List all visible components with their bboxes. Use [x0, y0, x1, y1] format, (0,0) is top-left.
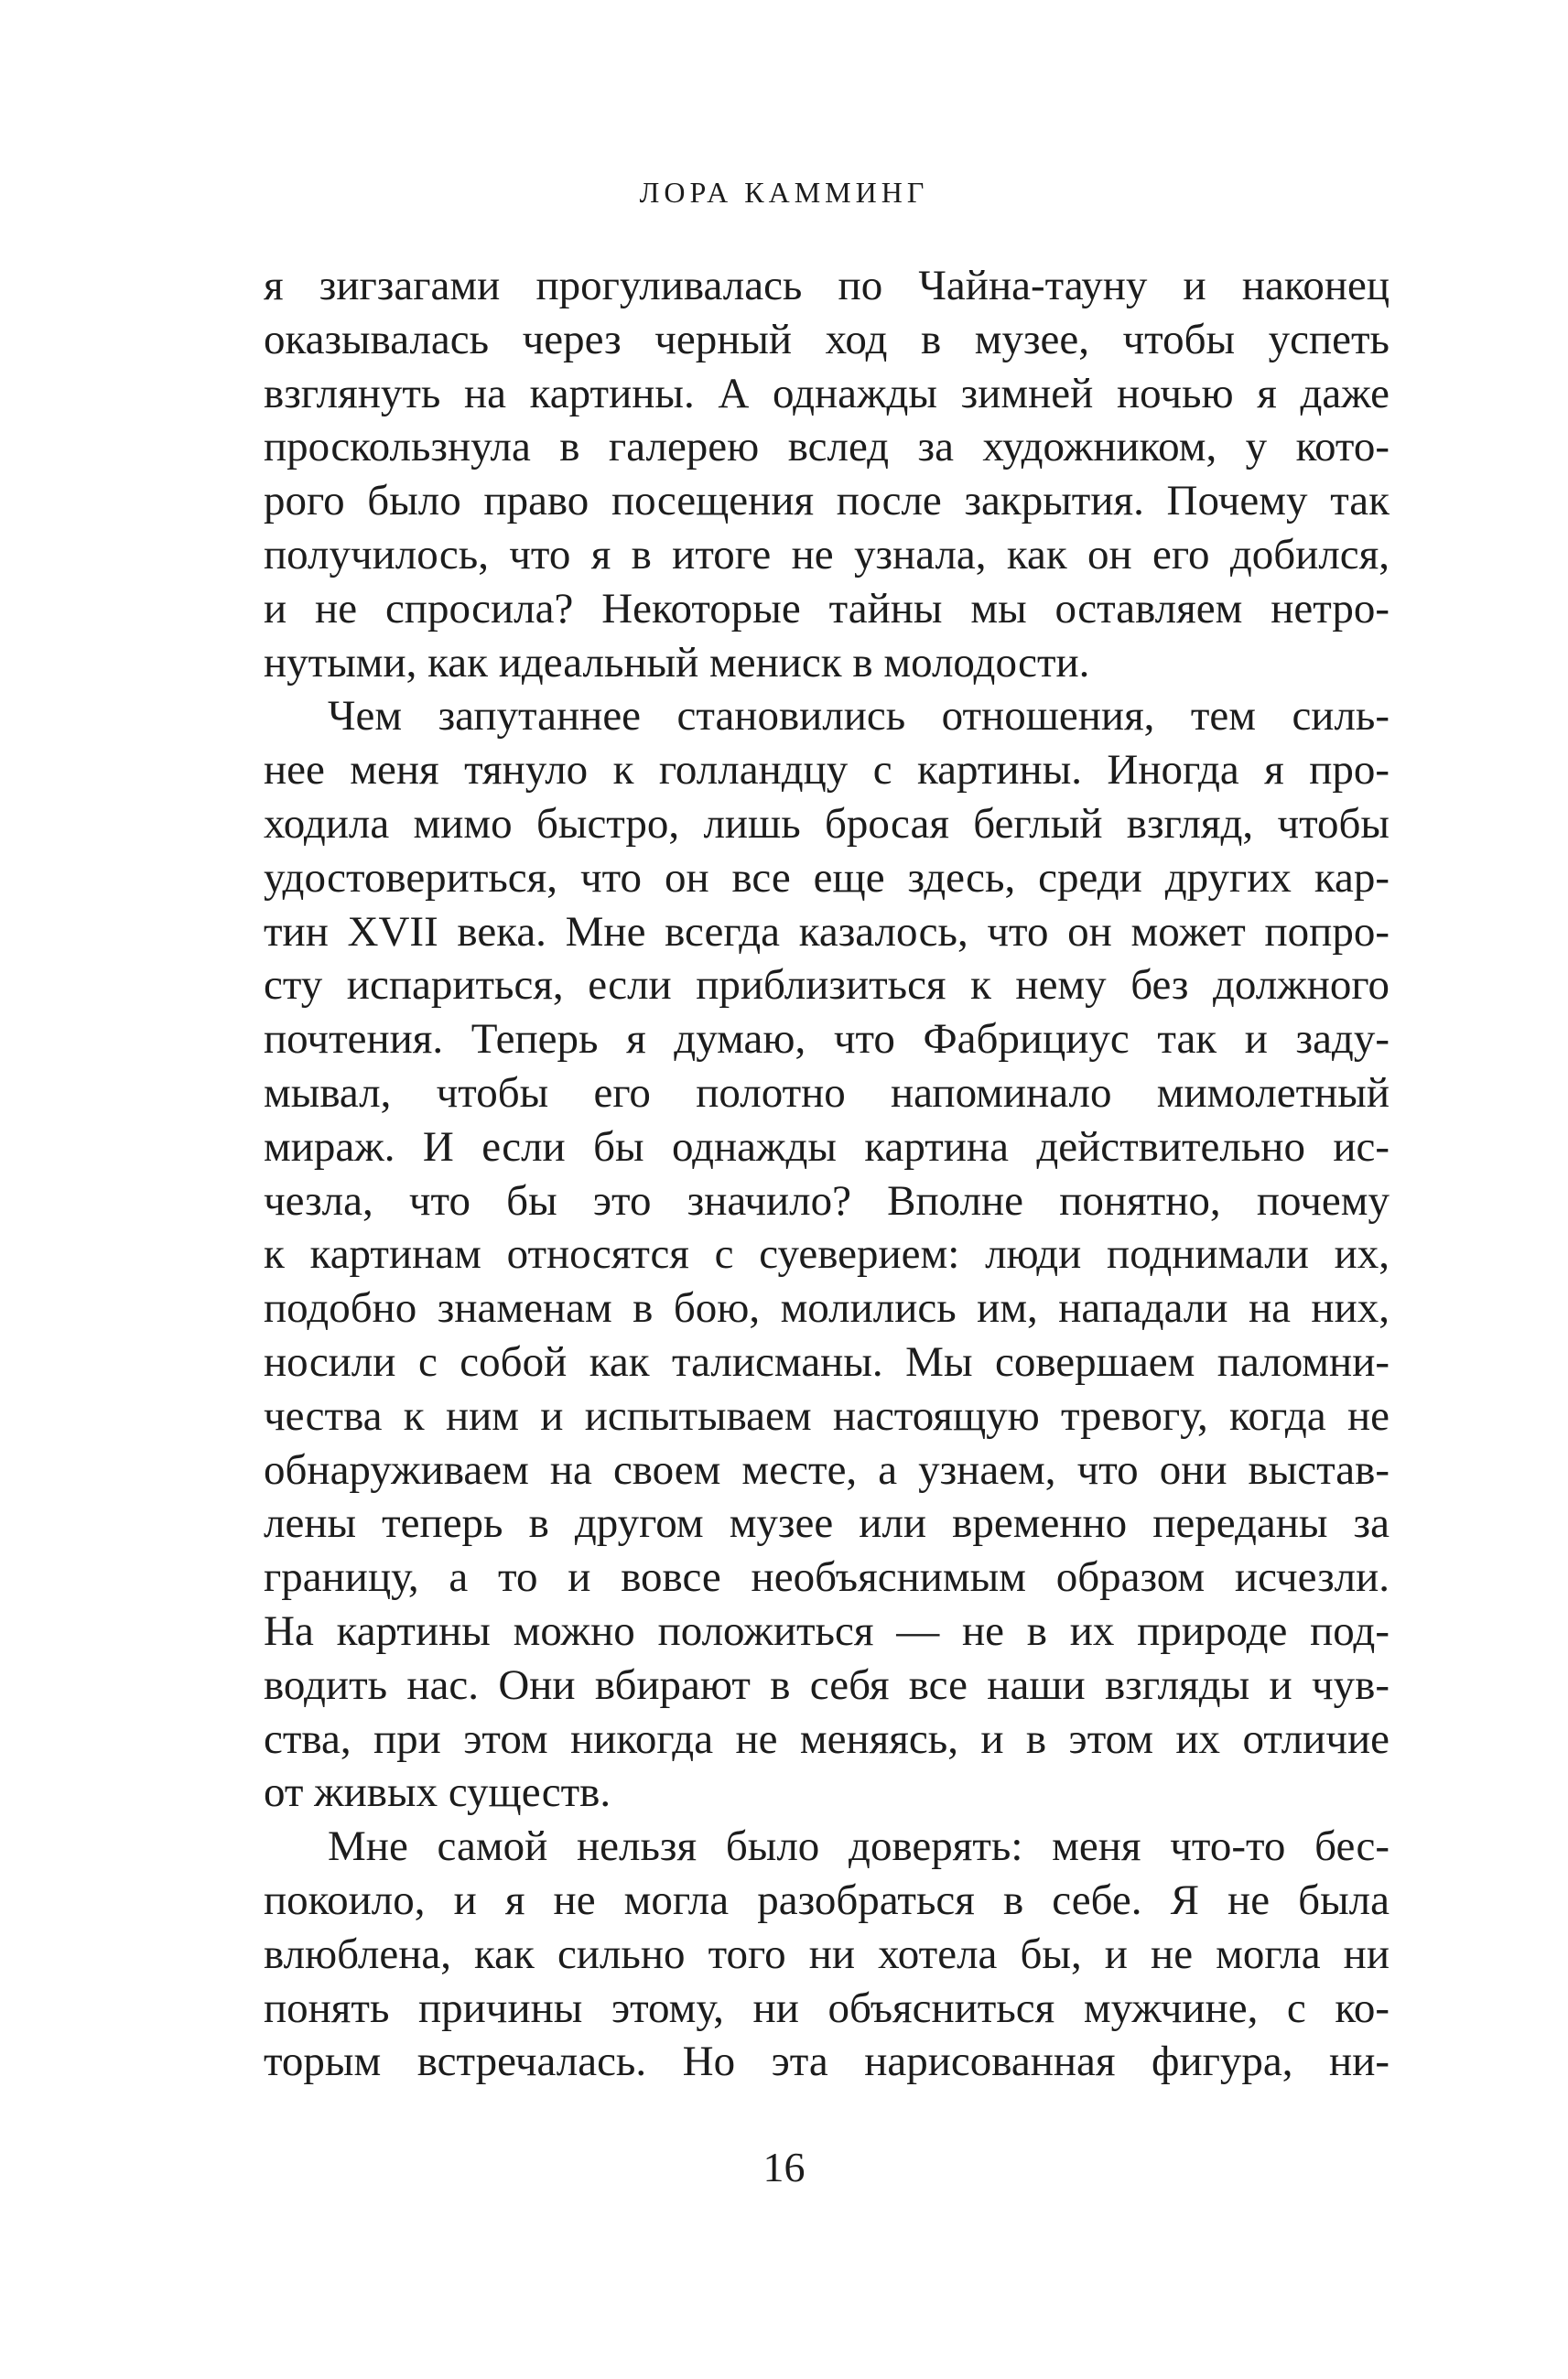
text-line: тин XVII века. Мне всегда казалось, что он может попро-	[264, 907, 1390, 956]
text-line: я зигзагами прогуливалась по Чайна-тауну и наконец	[264, 262, 1390, 309]
text-line: влюблена, как сильно того ни хотела бы, и не могла ни	[264, 1930, 1390, 1978]
text-line: обнаруживаем на своем месте, а узнаем, что они выстав-	[264, 1445, 1390, 1494]
text-line: проскользнула в галерею вслед за художником, у кото-	[264, 423, 1390, 471]
text-line: сту испариться, если приблизиться к нему без должного	[264, 961, 1390, 1010]
text-line: понять причины этому, ни объясниться мужчине, с ко-	[264, 1984, 1390, 2032]
text-line: и не спросила? Некоторые тайны мы оставляем нетро-	[264, 584, 1390, 633]
text-line: мывал, чтобы его полотно напоминало мимолетный	[264, 1068, 1390, 1117]
text-line: На картины можно положиться — не в их природе под-	[264, 1606, 1390, 1655]
text-line: носили с собой как талисманы. Мы совершаем паломни-	[264, 1337, 1390, 1386]
text-line: торым встречалась. Но эта нарисованная фигура, ни-	[264, 2038, 1390, 2086]
text-line: Мне самой нельзя было доверять: меня что-то бес-	[328, 1822, 1390, 1871]
text-line: чества к ним и испытываем настоящую тревогу, когда не	[264, 1391, 1390, 1440]
running-head-author: ЛОРА КАММИНГ	[639, 176, 929, 209]
text-line: лены теперь в другом музее или временно переданы за	[264, 1499, 1390, 1548]
text-line: нее меня тянуло к голландцу с картины. Иногда я про-	[264, 746, 1390, 795]
page-number: 16	[762, 2144, 806, 2190]
text-line: почтения. Теперь я думаю, что Фабрициус так и заду-	[264, 1015, 1390, 1064]
text-line: взглянуть на картины. А однажды зимней ночью я даже	[264, 369, 1390, 417]
text-line: границу, а то и вовсе необъяснимым образом исчезли.	[264, 1553, 1390, 1602]
paragraph	[264, 1820, 1390, 2089]
text-line: мираж. И если бы однажды картина действительно ис-	[264, 1122, 1390, 1171]
text-line: Чем запутаннее становились отношения, тем силь-	[328, 692, 1390, 741]
paragraph	[264, 259, 1390, 689]
paragraph	[264, 689, 1390, 1820]
text-line: оказывалась через черный ход в музее, чтобы успеть	[264, 315, 1390, 363]
text-line: покоило, и я не могла разобраться в себе. Я не была	[264, 1876, 1390, 1924]
text-line: получилось, что я в итоге не узнала, как он его добился,	[264, 530, 1390, 579]
text-line: нутыми, как идеальный мениск в молодости.	[264, 638, 1090, 687]
text-line: чезла, что бы это значило? Вполне понятно, почему	[264, 1176, 1390, 1225]
text-line: рого было право посещения после закрытия. Почему так	[264, 477, 1390, 525]
text-line: водить нас. Они вбирают в себя все наши взгляды и чув-	[264, 1660, 1390, 1709]
text-line: ходила мимо быстро, лишь бросая беглый взгляд, чтобы	[264, 799, 1390, 848]
text-line: к картинам относятся с суеверием: люди поднимали их,	[264, 1230, 1390, 1279]
text-line: ства, при этом никогда не меняясь, и в этом их отличие	[264, 1714, 1390, 1763]
text-line: подобно знаменам в бою, молились им, нападали на них,	[264, 1284, 1390, 1333]
text-line: от живых существ.	[264, 1768, 611, 1817]
text-line: удостовериться, что он все еще здесь, среди других кар-	[264, 853, 1390, 902]
body-text	[264, 259, 1390, 2089]
